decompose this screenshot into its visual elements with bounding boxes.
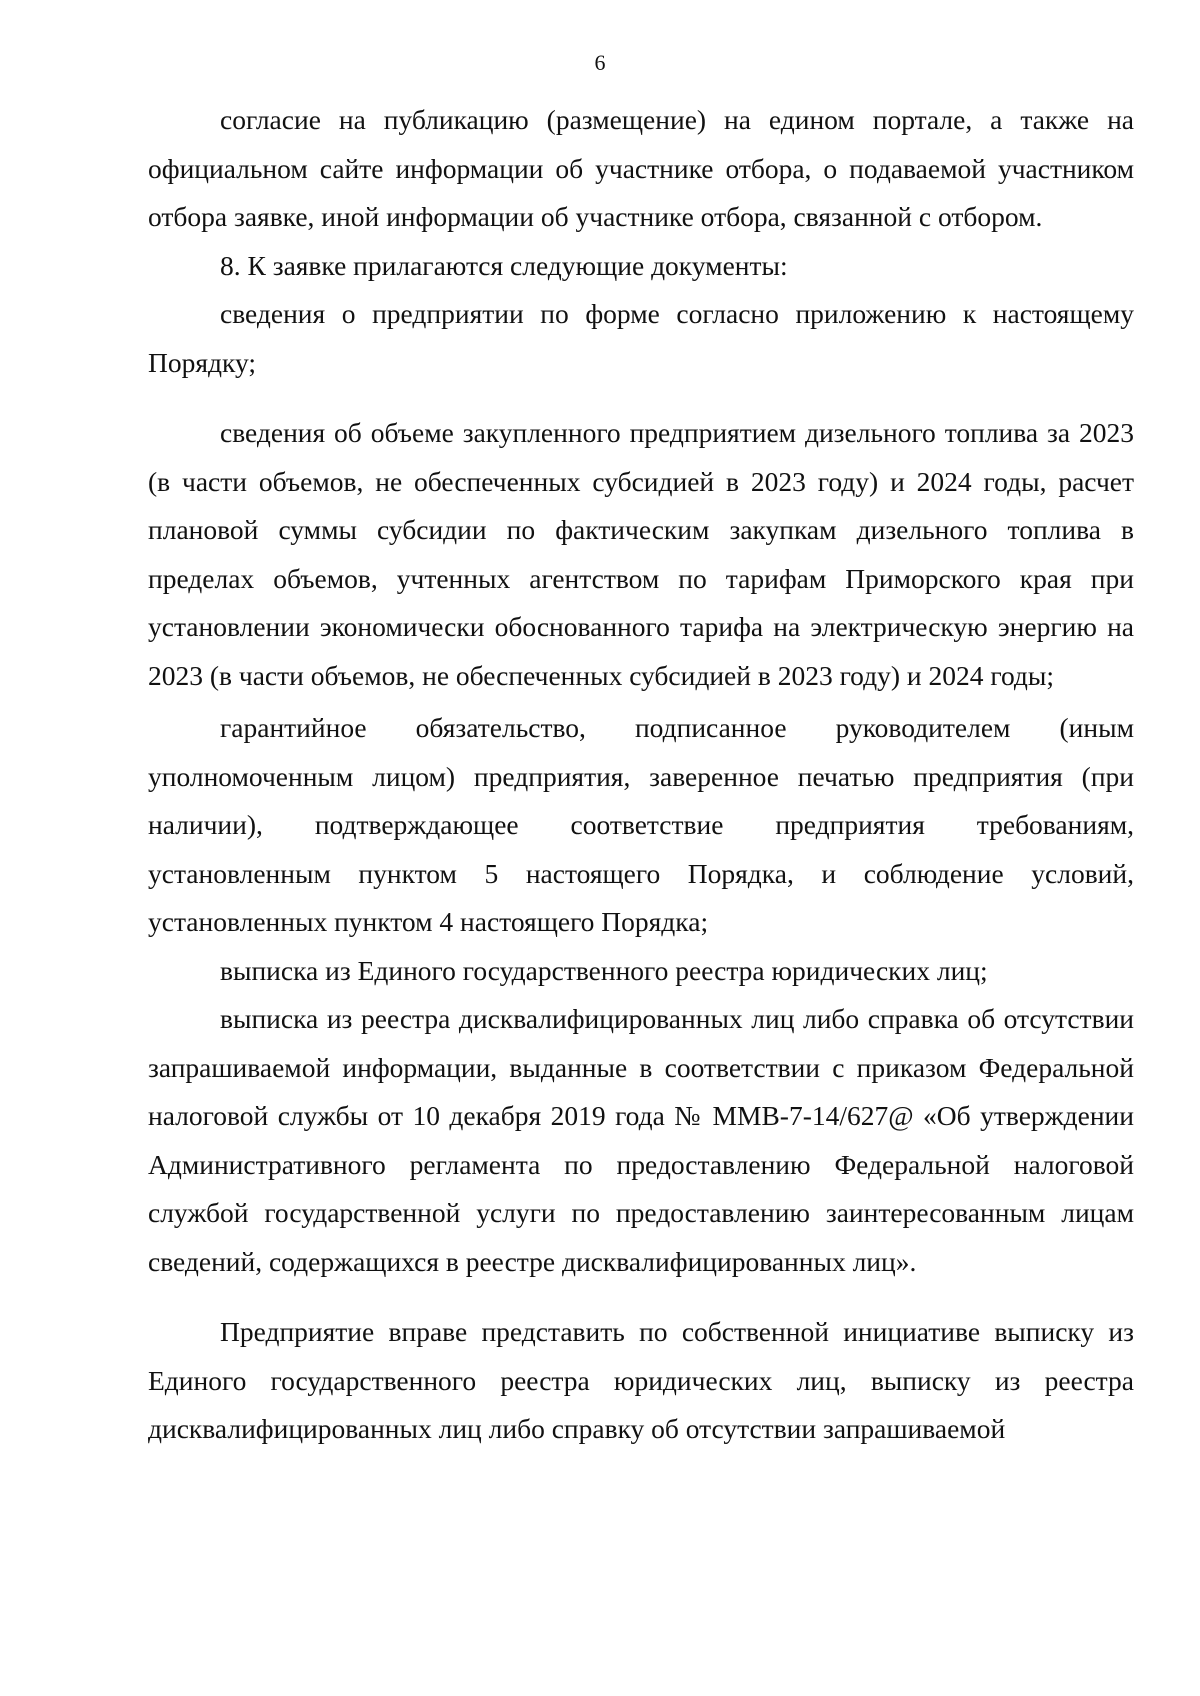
paragraph-guarantee-obligation: гарантийное обязательство, подписанное руководителем (иным уполномоченным лицом) предприятия, заверенное печатью предприятия (при наличии), подтверждающее соответствие предприятия требованиям, установленным пунктом 5 настоящего Порядка, и соблюдение условий, установленных пунктом 4 настоящего Порядка; [148, 712, 1134, 937]
paragraph-consent-publication: согласие на публикацию (размещение) на едином портале, а также на официальном сайте информации об участнике отбора, о подаваемой участником отбора заявке, иной информации об участнике отбора, связанной с отбором. [148, 104, 1134, 232]
paragraph-fuel-volume: сведения об объеме закупленного предприятием дизельного топлива за 2023 (в части объемов, не обеспеченных субсидией в 2023 году) и 2024 годы, расчет плановой суммы субсидии по фактическим закупкам дизельного топлива в пределах объемов, учтенных агентством по тарифам Приморского края при установлении экономически обоснованного тарифа на электрическую энергию на 2023 (в части объемов, не обеспеченных субсидией в 2023 году) и 2024 годы; [148, 417, 1134, 691]
paragraph-disqualified-registry: выписка из реестра дисквалифицированных лиц либо справка об отсутствии запрашиваемой информации, выданные в соответствии с приказом Федеральной налоговой службы от 10 декабря 2019 года № ММВ-7-14/627@ «Об утверждении Административного регламента по предоставлению Федеральной налоговой службой государственной услуги по предоставлению заинтересованным лицам сведений, содержащихся в реестре дисквалифицированных лиц». [148, 1003, 1134, 1277]
paragraph-enterprise-info: сведения о предприятии по форме согласно приложению к настоящему Порядку; [148, 298, 1134, 378]
page-number: 6 [594, 50, 606, 75]
paragraph-egrul-extract: выписка из Единого государственного реестра юридических лиц; [220, 954, 988, 986]
paragraph-item-8-heading: 8. К заявке прилагаются следующие документы: [220, 249, 788, 281]
paragraph-own-initiative: Предприятие вправе представить по собственной инициативе выписку из Единого государственного реестра юридических лиц, выписку из реестра дисквалифицированных лиц либо справку об отсутствии запрашиваемой [148, 1316, 1134, 1444]
document-body [148, 96, 1134, 1454]
